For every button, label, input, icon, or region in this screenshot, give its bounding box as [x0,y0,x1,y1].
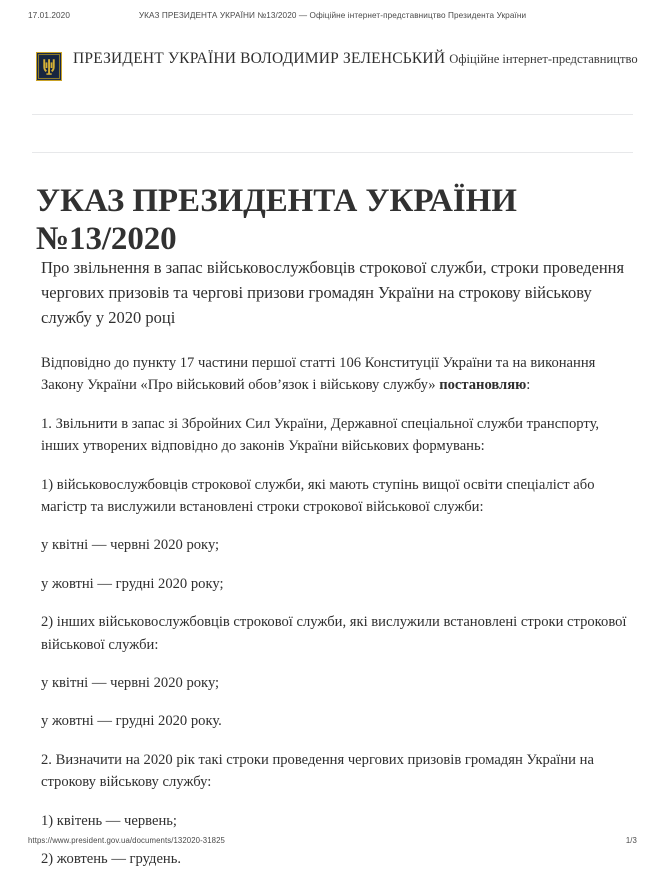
document-paragraph: у жовтні — грудні 2020 року; [41,575,224,592]
print-header-date: 17.01.2020 [28,11,70,20]
masthead-title-president: ПРЕЗИДЕНТ УКРАЇНИ [73,50,237,67]
document-paragraph: 1) квітень — червень; [41,812,177,829]
document-paragraph: 1) військовослужбовців строкової служби, які мають ступінь вищої освіти спеціаліст або магістр та вислужили встановлені строки строкової військової служби: [41,476,595,516]
document-paragraph: Відповідно до пункту 17 частини першої статті 106 Конституції України та на виконання Закону України «Про військовий обов’язок і військову службу» постановляю: [41,355,596,394]
masthead-subtitle: Офіційне інтернет-представництво [449,52,638,66]
document-subtitle: Про звільнення в запас військовослужбовців строкової служби, строки проведення чергових призовів та чергові призови громадян України на строкову військову службу у 2020 році [41,258,625,327]
page-title [36,182,636,258]
site-masthead [36,50,638,81]
page-title-line-1: УКАЗ ПРЕЗИДЕНТА УКРАЇНИ [36,183,517,220]
emphasis-postanovlyayu: постановляю [439,377,527,394]
document-paragraph: 2. Визначити на 2020 рік такі строки проведення чергових призовів громадян України на строкову військову службу: [41,751,594,791]
document-paragraph: у квітні — червні 2020 року; [41,675,220,692]
print-footer-page-number: 1/3 [625,836,637,845]
masthead-text [73,50,638,68]
print-header-document-title: УКАЗ ПРЕЗИДЕНТА УКРАЇНИ №13/2020 — Офіційне інтернет-представництво Президента України [138,11,527,20]
document-paragraph: 1. Звільнити в запас зі Збройних Сил України, Державної спеціальної служби транспорту, інших утворених відповідно до законів України військових формувань: [41,415,600,455]
divider-top [32,114,633,115]
document-paragraph: 2) жовтень — грудень. [41,851,182,868]
document-paragraph: у квітні — червні 2020 року; [41,537,220,554]
document-body [41,352,633,871]
ukraine-trident-emblem-icon [36,52,62,81]
masthead-title-name: ВОЛОДИМИР ЗЕЛЕНСЬКИЙ [240,50,446,67]
page-title-line-2: №13/2020 [36,221,177,258]
document-paragraph: 2) інших військовослужбовців строкової служби, які вислужили встановлені строки строкової військової служби: [41,614,627,653]
document-paragraph: у жовтні — грудні 2020 року. [41,713,222,730]
print-footer-url: https://www.president.gov.ua/documents/132020-31825 [28,836,225,845]
divider-bottom [32,152,633,153]
print-footer [0,836,665,849]
print-header [0,11,665,25]
